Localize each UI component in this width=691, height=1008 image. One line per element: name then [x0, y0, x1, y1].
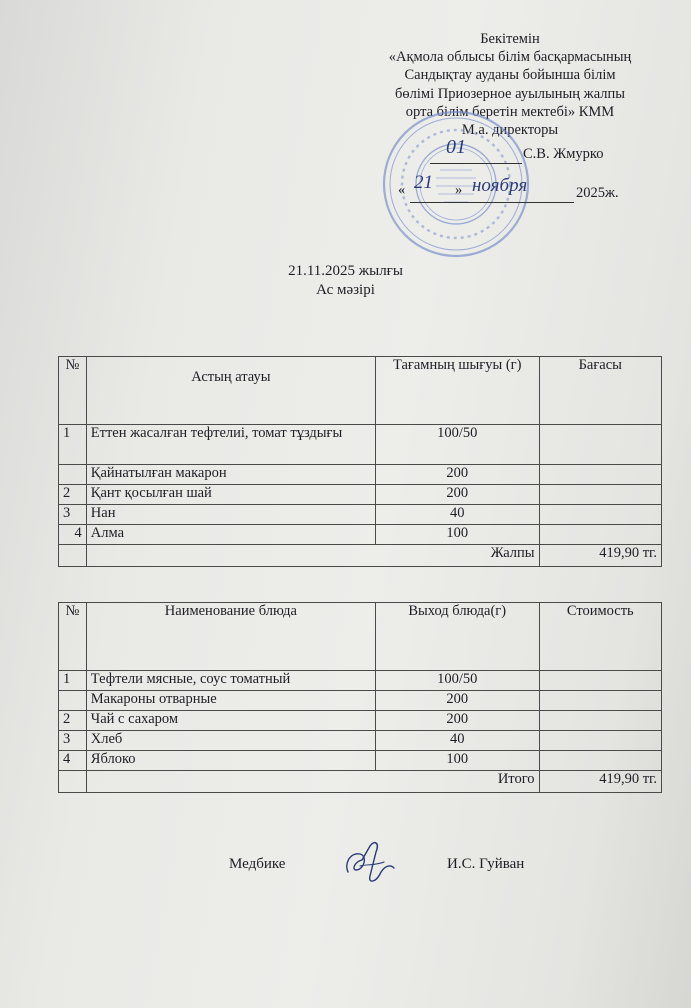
header-cell: №	[59, 357, 87, 425]
table-row	[59, 505, 662, 525]
table-header-row	[59, 357, 662, 425]
date-quote-close: »	[455, 182, 463, 198]
header-cell: Стоимость	[539, 603, 661, 671]
row-price	[539, 465, 661, 485]
row-out: 200	[375, 691, 539, 711]
row-num: 3	[59, 731, 87, 751]
row-num: 1	[59, 671, 87, 691]
row-num: 4	[59, 525, 87, 545]
director-signature-line	[430, 145, 522, 164]
table-row	[59, 691, 662, 711]
menu-date: 21.11.2025 жылғы	[288, 263, 403, 279]
row-num: 2	[59, 711, 87, 731]
menu-title: Ас мәзірі	[316, 282, 375, 298]
table-row	[59, 425, 662, 465]
table-total-row	[59, 771, 662, 793]
total-empty-cell	[59, 771, 87, 793]
date-fill-line	[410, 188, 574, 203]
approval-line: «Ақмола облысы білім басқармасының	[388, 49, 632, 66]
row-num: 3	[59, 505, 87, 525]
row-price	[539, 731, 661, 751]
handwritten-note: 01	[446, 136, 466, 158]
nurse-signature	[340, 836, 398, 890]
row-price	[539, 485, 661, 505]
total-label: Итого	[86, 771, 539, 793]
table-row	[59, 671, 662, 691]
table-header-row	[59, 603, 662, 671]
row-out: 100/50	[375, 425, 539, 465]
row-num: 4	[59, 751, 87, 771]
nurse-name: И.С. Гуйван	[447, 856, 525, 872]
row-name: Алма	[86, 525, 375, 545]
table-row	[59, 485, 662, 505]
row-out: 200	[375, 485, 539, 505]
header-cell: Бағасы	[539, 357, 661, 425]
table-row	[59, 465, 662, 485]
approval-line: Бекітемін	[480, 31, 540, 47]
header-cell: Выход блюда(г)	[375, 603, 539, 671]
row-out: 40	[375, 731, 539, 751]
row-price	[539, 691, 661, 711]
row-price	[539, 425, 661, 465]
row-out: 100/50	[375, 671, 539, 691]
header-cell: Наименование блюда	[86, 603, 375, 671]
total-value: 419,90 тг.	[539, 545, 661, 567]
row-num: 1	[59, 425, 87, 465]
row-out: 200	[375, 465, 539, 485]
row-out: 40	[375, 505, 539, 525]
approval-year: 2025ж.	[576, 185, 619, 201]
row-num	[59, 465, 87, 485]
row-price	[539, 525, 661, 545]
total-value: 419,90 тг.	[539, 771, 661, 793]
row-name: Қант қосылған шай	[86, 485, 375, 505]
handwritten-month: ноября	[472, 175, 528, 196]
table-row	[59, 525, 662, 545]
row-price	[539, 671, 661, 691]
director-name: С.В. Жмурко	[523, 146, 604, 162]
header-cell: №	[59, 603, 87, 671]
approval-line: М.а. директоры	[461, 122, 559, 139]
table-row	[59, 751, 662, 771]
row-name: Яблоко	[86, 751, 375, 771]
row-price	[539, 711, 661, 731]
row-out: 100	[375, 525, 539, 545]
date-quote-open: «	[398, 182, 406, 198]
row-name: Нан	[86, 505, 375, 525]
row-name: Қайнатылған макарон	[86, 465, 375, 485]
total-empty-cell	[59, 545, 87, 567]
header-cell: Астың атауы	[86, 357, 375, 425]
approval-line: орта білім беретін мектебі» КММ	[405, 103, 615, 120]
table-row	[59, 731, 662, 751]
row-name: Чай с сахаром	[86, 711, 375, 731]
table-row	[59, 711, 662, 731]
row-name: Тефтели мясные, соус томатный	[86, 671, 375, 691]
row-name: Хлеб	[86, 731, 375, 751]
menu-table-ru	[58, 602, 662, 793]
table-total-row	[59, 545, 662, 567]
row-name: Макароны отварные	[86, 691, 375, 711]
row-out: 100	[375, 751, 539, 771]
row-out: 200	[375, 711, 539, 731]
approval-line: Сандықтау ауданы бойынша білім	[404, 67, 616, 84]
row-name: Еттен жасалған тефтелиі, томат тұздығы	[86, 425, 375, 465]
row-price	[539, 751, 661, 771]
handwritten-day: 21	[414, 172, 433, 193]
approval-line: бөлімі Приозерное ауылының жалпы	[395, 85, 625, 102]
total-label: Жалпы	[86, 545, 539, 567]
header-cell: Тағамның шығуы (г)	[375, 357, 539, 425]
nurse-role: Медбике	[229, 856, 286, 872]
row-num	[59, 691, 87, 711]
menu-table-kz	[58, 356, 662, 567]
row-price	[539, 505, 661, 525]
row-num: 2	[59, 485, 87, 505]
